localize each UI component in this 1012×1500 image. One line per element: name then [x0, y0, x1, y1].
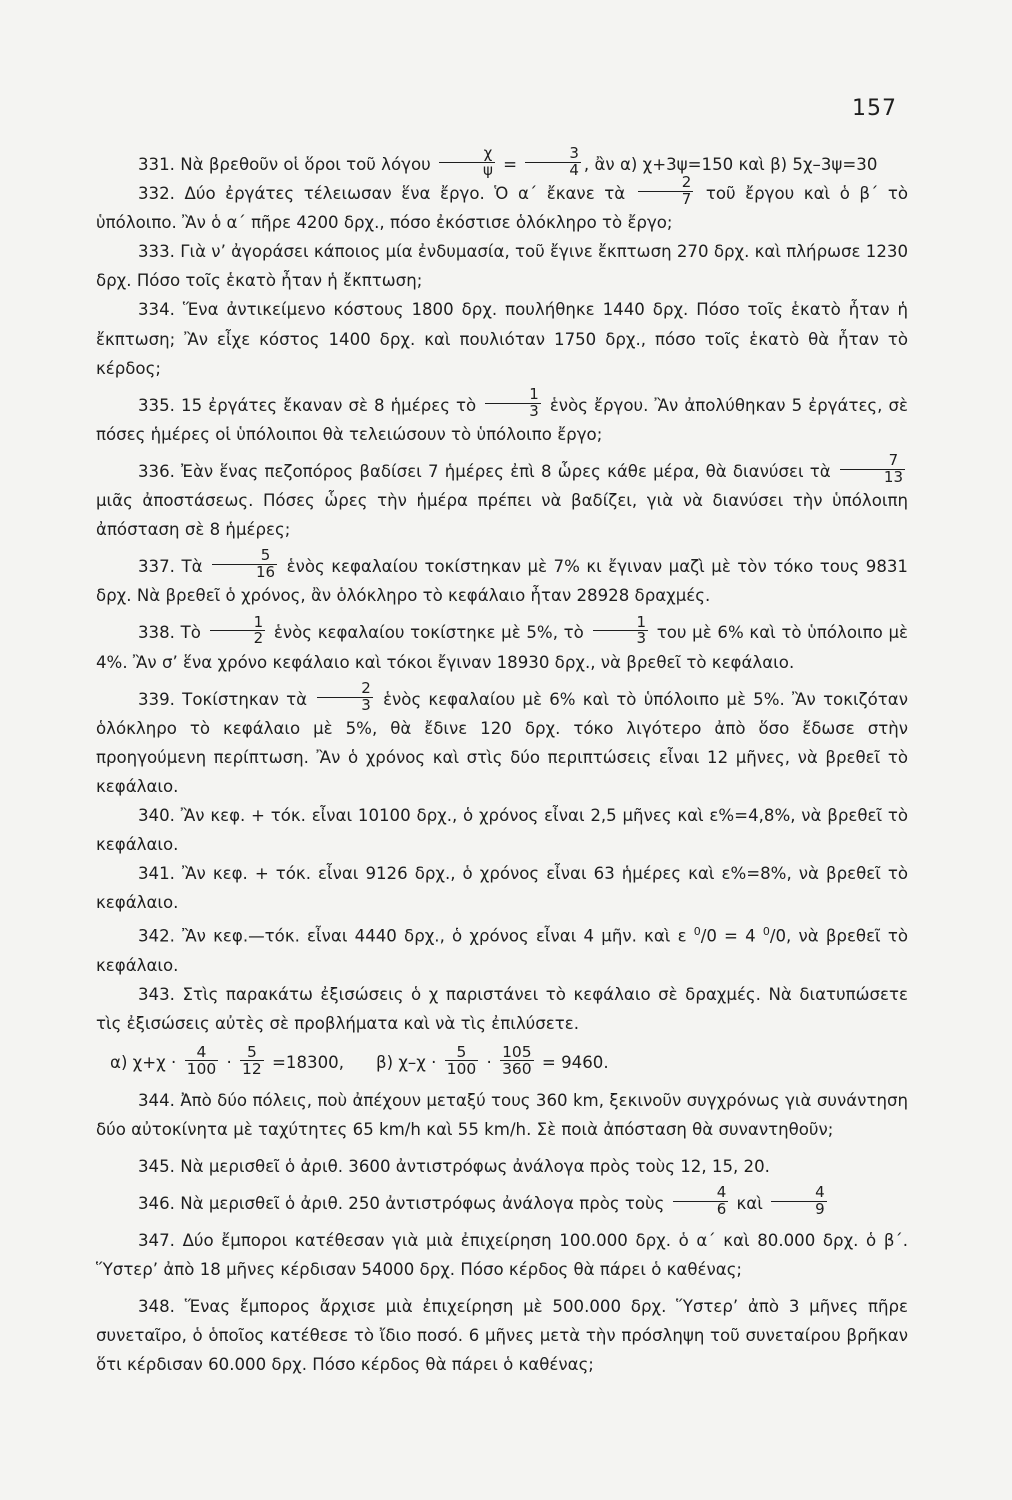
fraction-1-3: $\frac{1}{3}$	[593, 615, 649, 648]
exercise-332: 332. Δύο ἐργάτες τέλειωσαν ἕνα ἔργο. Ὁ α΄ ἔκανε τὰ $\frac{2}{7}$ τοῦ ἔργου καὶ ὁ β΄ τὸ ὑπόλοιπο. Ἂν ὁ α΄ πῆρε 4200 δρχ., πόσο ἐκόστισε ὁλόκληρο τὸ ἔργο;	[96, 173, 908, 233]
fraction-5-100: $\frac{5}{100}$	[446, 1042, 477, 1079]
fraction-5-12: $\frac{5}{12}$	[242, 1042, 262, 1079]
fraction-3-4: $\frac{3}{4}$	[525, 146, 581, 179]
exercise-334: 334. Ἕνα ἀντικείμενο κόστους 1800 δρχ. πουλήθηκε 1440 δρχ. Πόσο τοῖς ἑκατὸ ἦταν ἡ ἔκπτωση; Ἂν εἶχε κόστος 1400 δρχ. καὶ πουλιόταν 1750 δρχ., πόσο τοῖς ἑκατὸ θὰ ἦταν τὸ κέρδος;	[96, 300, 908, 378]
exercise-338: 338. Τὸ $\frac{1}{2}$ ἑνὸς κεφαλαίου τοκίστηκε μὲ 5%, τὸ $\frac{1}{3}$ του μὲ 6% καὶ τὸ ὑπόλοιπο μὲ 4%. Ἂν σ’ ἕνα χρόνο κεφάλαιο καὶ τόκοι ἔγιναν 18930 δρχ., νὰ βρεθεῖ τὸ κεφάλαιο.	[96, 612, 908, 672]
exercise-348: 348. Ἕνας ἔμπορος ἄρχισε μιὰ ἐπιχείρηση μὲ 500.000 δρχ. Ὕστερ’ ἀπὸ 3 μῆνες πῆρε συνεταῖρο, ὁ ὁποῖος κατέθεσε τὸ ἴδιο ποσό. 6 μῆνες μετὰ τὴν πρόσληψη τοῦ συνεταίρου βρῆκαν ὅτι κέρδισαν 60.000 δρχ. Πόσο κέρδος θὰ πάρει ὁ καθένας;	[96, 1297, 908, 1375]
fraction-4-100: $\frac{4}{100}$	[186, 1042, 217, 1079]
exercise-331: 331. Νὰ βρεθοῦν οἱ ὅροι τοῦ λόγου $\frac{\chi}{\psi}$ = $\frac{3}{4}$ , ἂν α) χ+3ψ=150 καὶ β) 5χ–3ψ=30	[138, 144, 878, 179]
fraction-1-2: $\frac{1}{2}$	[210, 615, 266, 648]
fraction-5-16: $\frac{5}{16}$	[212, 548, 277, 581]
fraction-7-13: $\frac{7}{13}$	[840, 453, 905, 486]
equations-343: α) χ+χ · $\frac{4}{100}$ · $\frac{5}{12}$ =18300, β) χ–χ · $\frac{5}{100}$ · $\frac{105}{360}$ = 9460.	[110, 1042, 609, 1079]
exercise-337: 337. Τὰ $\frac{5}{16}$ ἑνὸς κεφαλαίου τοκίστηκαν μὲ 7% κι ἔγιναν μαζὶ μὲ τὸν τόκο τους 9831 δρχ. Νὰ βρεθεῖ ὁ χρόνος, ἂν ὁλόκληρο τὸ κεφάλαιο ἦταν 28928 δραχμές.	[96, 546, 908, 606]
exercise-342: 342. Ἂν κεφ.—τόκ. εἶναι 4440 δρχ., ὁ χρόνος εἶναι 4 μῆν. καὶ ε $^0$/0 = 4 $^0$/0, νὰ βρεθεῖ τὸ κεφάλαιο.	[96, 925, 908, 975]
page-number: 157	[852, 96, 897, 121]
exercise-347: 347. Δύο ἔμποροι κατέθεσαν γιὰ μιὰ ἐπιχείρηση 100.000 δρχ. ὁ α΄ καὶ 80.000 δρχ. ὁ β΄. Ὕστερ’ ἀπὸ 18 μῆνες κέρδισαν 54000 δρχ. Πόσο κέρδος θὰ πάρει ὁ καθένας;	[96, 1230, 908, 1279]
exercise-344: 344. Ἀπὸ δύο πόλεις, ποὺ ἀπέχουν μεταξύ τους 360 km, ξεκινοῦν συγχρόνως γιὰ συνάντηση δύο αὐτοκίνητα μὲ ταχύτητες 65 km/h καὶ 55 km/h. Σὲ ποιὰ ἀπόσταση θὰ συναντηθοῦν;	[96, 1090, 908, 1139]
exercise-336: 336. Ἐὰν ἕνας πεζοπόρος βαδίσει 7 ἡμέρες ἐπὶ 8 ὧρες κάθε μέρα, θὰ διανύσει τὰ $\frac{7}{13}$ μιᾶς ἀποστάσεως. Πόσες ὧρες τὴν ἡμέρα πρέπει νὰ βαδίζει, γιὰ νὰ διανύσει τὴν ὑπόλοιπη ἀπόσταση σὲ 8 ἡμέρες;	[96, 451, 908, 540]
exercise-333: 333. Γιὰ ν’ ἀγοράσει κάποιος μία ἐνδυμασία, τοῦ ἔγινε ἔκπτωση 270 δρχ. καὶ πλήρωσε 1230 δρχ. Πόσο τοῖς ἑκατὸ ἦταν ἡ ἔκπτωση;	[96, 242, 908, 291]
exercise-335: 335. 15 ἐργάτες ἔκαναν σὲ 8 ἡμέρες τὸ $\frac{1}{3}$ ἑνὸς ἔργου. Ἂν ἀπολύθηκαν 5 ἐργάτες, σὲ πόσες ἡμέρες οἱ ὑπόλοιποι θὰ τελειώσουν τὸ ὑπόλοιπο ἔργο;	[96, 385, 908, 444]
fraction-2-7: $\frac{2}{7}$	[638, 175, 694, 208]
fraction-1-3: $\frac{1}{3}$	[485, 387, 541, 420]
exercise-list	[96, 144, 908, 1379]
fraction-x-over-y: $\frac{\chi}{\psi}$	[439, 146, 495, 179]
exercise-340: 340. Ἂν κεφ. + τόκ. εἶναι 10100 δρχ., ὁ χρόνος εἶναι 2,5 μῆνες καὶ ε%=4,8%, νὰ βρεθεῖ τὸ κεφάλαιο.	[96, 805, 908, 855]
fraction-4-6: $\frac{4}{6}$	[673, 1185, 729, 1218]
exercise-343: 343. Στὶς παρακάτω ἐξισώσεις ὁ χ παριστάνει τὸ κεφάλαιο σὲ δραχμές. Νὰ διατυπώσετε τὶς ἐξισώσεις αὐτὲς σὲ προβλήματα καὶ νὰ τὶς ἐπιλύσετε.	[96, 985, 908, 1034]
exercise-339: 339. Τοκίστηκαν τὰ $\frac{2}{3}$ ἑνὸς κεφαλαίου μὲ 6% καὶ τὸ ὑπόλοιπο μὲ 5%. Ἂν τοκιζόταν ὁλόκληρο τὸ κεφάλαιο μὲ 5%, θὰ ἔδινε 120 δρχ. τόκο λιγότερο ἀπὸ ὅσο ἔδωσε στὴν προηγούμενη περίπτωση. Ἂν ὁ χρόνος καὶ στὶς δύο περιπτώσεις εἶναι 12 μῆνες, νὰ βρεθεῖ τὸ κεφάλαιο.	[96, 678, 908, 796]
fraction-2-3: $\frac{2}{3}$	[317, 681, 373, 714]
exercise-346: 346. Νὰ μερισθεῖ ὁ ἀριθ. 250 ἀντιστρόφως ἀνάλογα πρὸς τοὺς $\frac{4}{6}$ καὶ $\frac{4}{9}$	[138, 1183, 825, 1218]
fraction-4-9: $\frac{4}{9}$	[771, 1185, 827, 1218]
exercise-341: 341. Ἂν κεφ. + τόκ. εἶναι 9126 δρχ., ὁ χρόνος εἶναι 63 ἡμέρες καὶ ε%=8%, νὰ βρεθεῖ τὸ κεφάλαιο.	[96, 864, 908, 913]
fraction-105-360: $\frac{105}{360}$	[502, 1042, 532, 1079]
exercise-345: 345. Νὰ μερισθεῖ ὁ ἀριθ. 3600 ἀντιστρόφως ἀνάλογα πρὸς τοὺς 12, 15, 20.	[138, 1156, 770, 1176]
